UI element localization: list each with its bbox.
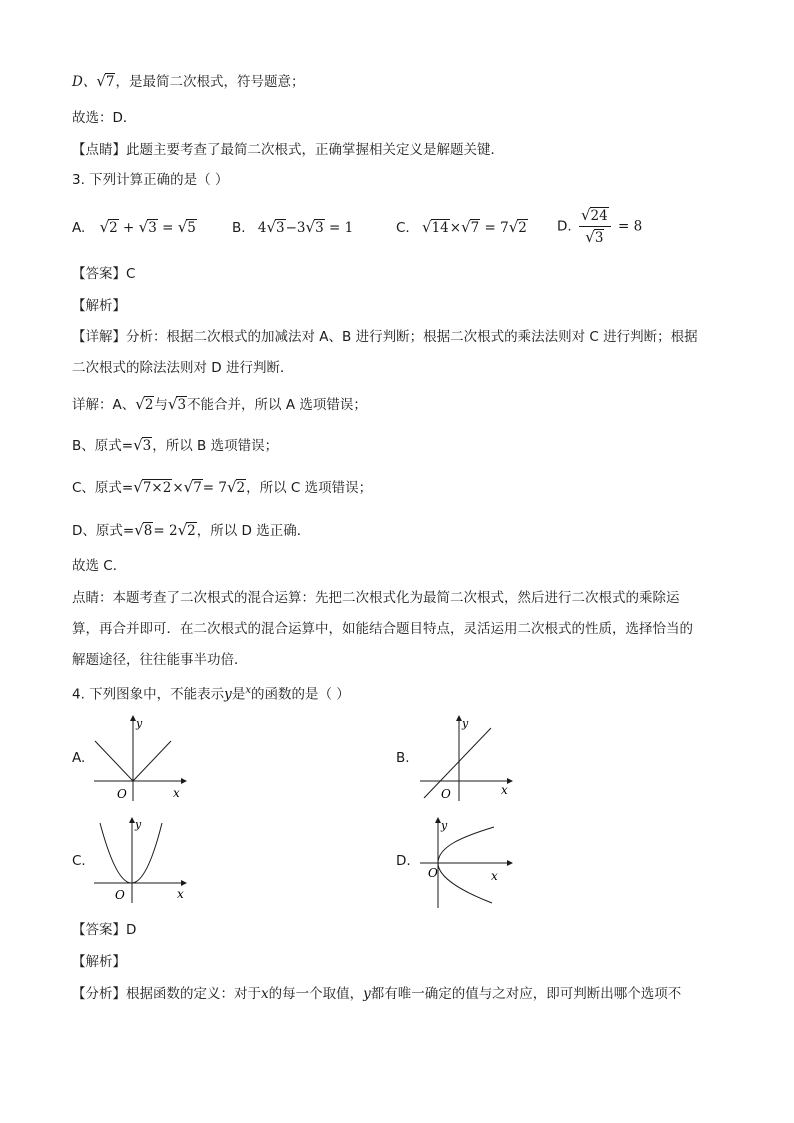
question-4 (72, 681, 350, 705)
numerator: √24 (579, 205, 611, 227)
q3-option-d (557, 205, 642, 248)
sqrt-symbol: √ (133, 436, 143, 454)
axis-x-label: x (491, 869, 498, 883)
operator: −3 (285, 220, 306, 236)
text: C、原式= (72, 480, 134, 496)
fenxi-line (72, 984, 681, 1004)
dianjing-line-3: 解题途径，往往能事半功倍． (72, 652, 248, 668)
text-line-2: 故选：D． (72, 110, 137, 126)
radicand: 3 (177, 397, 187, 413)
sqrt-symbol: √ (99, 218, 110, 236)
radicand: 2 (109, 220, 118, 236)
detail-c (72, 477, 372, 498)
text: 4. 下列图象中，不能表示 (72, 686, 225, 703)
operator: = 2 (153, 523, 178, 539)
operator: × (449, 220, 462, 236)
detail-line-2: 二次根式的除法法则对 D 进行判断． (72, 360, 294, 376)
text: 是 (231, 686, 246, 703)
sqrt-symbol: √ (177, 218, 188, 236)
dianjing-line-2: 算，再合并即可．在二次根式的混合运算中，如能结合题目特点，灵活运用二次根式的性质，选择恰当的 (72, 621, 693, 637)
analysis-tag-2: 【解析】 (72, 954, 126, 970)
dianjing-line-1: 点睛：本题考查了二次根式的混合运算：先把二次根式化为最简二次根式，然后进行二次根式的乘除运 (72, 590, 680, 606)
graph-d-label: D. (396, 853, 411, 869)
radicand: 7 (105, 74, 115, 90)
operator: = 7 (202, 480, 227, 496)
curve-line (424, 728, 491, 798)
answer-value: C (126, 266, 136, 282)
axis-y-label: y (441, 819, 448, 832)
text: ，所以 D 选正确． (196, 523, 311, 539)
text: ，所以 B 选项错误； (152, 438, 279, 454)
radicand: 3 (315, 220, 324, 236)
curve-left (95, 741, 133, 781)
radicand: 3 (148, 220, 157, 236)
answer-value: D (126, 922, 137, 938)
q3-option-c (396, 217, 528, 238)
sqrt-symbol: √ (183, 478, 194, 496)
radicand: 2 (236, 480, 246, 496)
var-y: y (224, 686, 232, 703)
option-label: A. (72, 220, 86, 236)
operator: + (123, 220, 135, 236)
sqrt-symbol: √ (133, 478, 143, 496)
text-line-3 (72, 140, 504, 160)
detail-b (72, 435, 278, 456)
sqrt-symbol: √ (461, 218, 471, 236)
sqrt-symbol: √ (266, 218, 277, 236)
graph-c (90, 815, 190, 905)
sqrt-symbol: √ (226, 478, 237, 496)
axis-x-label: x (177, 887, 184, 901)
origin-label: O (117, 787, 127, 801)
radicand: 7 (193, 480, 202, 496)
radicand: 7 (470, 220, 480, 236)
text: 与 (154, 397, 168, 413)
q3-option-b (232, 217, 353, 238)
radicand: 8 (143, 523, 153, 539)
var-y: y (363, 986, 371, 1002)
tag-detail: 【详解】 (72, 329, 126, 345)
text: ，所以 C 选项错误； (246, 480, 373, 496)
text-line-1 (72, 71, 304, 92)
text: 的函数的是（ ） (250, 686, 350, 703)
coefficient: 4 (257, 220, 267, 236)
radicand: 5 (187, 220, 196, 236)
curve-right (133, 741, 171, 781)
answer-4 (72, 920, 136, 940)
option-d-letter: D、 (72, 74, 97, 90)
var-x: x (245, 685, 251, 696)
result: = 7 (484, 220, 509, 236)
sqrt-symbol: √ (508, 218, 519, 236)
axis-y-label: y (462, 717, 469, 730)
var-x: x (261, 986, 269, 1002)
tag-answer: 【答案】 (72, 922, 126, 938)
origin-label: O (441, 787, 451, 801)
text: D、原式= (72, 523, 135, 539)
radicand: 7×2 (142, 480, 172, 496)
option-label: C. (396, 220, 410, 236)
axis-y-label: y (135, 818, 142, 831)
sqrt-symbol: √ (134, 521, 144, 539)
text: 都有唯一确定的值与之对应，即可判断出哪个选项不 (370, 986, 682, 1002)
sqrt-symbol: √ (138, 218, 149, 236)
radicand: 2 (187, 523, 196, 539)
operator: × (172, 480, 184, 496)
detail-d (72, 520, 310, 541)
axis-x-label: x (501, 783, 508, 797)
q3-option-a (72, 217, 197, 238)
sqrt-symbol: √ (305, 218, 316, 236)
axis-x-label: x (173, 786, 180, 800)
radicand: 2 (144, 397, 154, 413)
radicand: 2 (518, 220, 527, 236)
choose-line: 故选 C． (72, 558, 127, 574)
tag-dianjing: 【点睛】 (72, 142, 126, 158)
radicand: 3 (142, 438, 152, 454)
text: 不能合并，所以 A 选项错误； (187, 397, 367, 413)
sqrt-symbol: √ (96, 72, 106, 90)
sqrt-symbol: √ (167, 395, 178, 413)
radicand: 3 (276, 220, 285, 236)
radicand: 14 (431, 220, 449, 236)
analysis-tag: 【解析】 (72, 298, 126, 314)
graph-a-label: A. (72, 750, 86, 766)
text: 分析：根据二次根式的加减法对 A、B 进行判断；根据二次根式的乘法法则对 C 进行判断；根据 (126, 329, 698, 345)
graph-a (90, 713, 190, 803)
text: 详解：A、 (72, 397, 136, 413)
result: = 8 (618, 218, 643, 235)
tag-answer: 【答案】 (72, 266, 126, 282)
axis-y-label: y (136, 717, 143, 730)
option-label: B. (232, 220, 246, 236)
origin-label: O (428, 866, 438, 880)
fraction (579, 205, 611, 248)
graph-d (416, 815, 516, 910)
operator: = (162, 220, 174, 236)
text: B、原式= (72, 438, 134, 454)
detail-a (72, 394, 367, 415)
question-3: 3. 下列计算正确的是（ ） (72, 172, 229, 188)
text: 此题主要考查了最简二次根式，正确掌握相关定义是解题关键． (126, 142, 504, 158)
graph-b-label: B. (396, 750, 410, 766)
sqrt-symbol: √ (177, 521, 188, 539)
detail-line-1 (72, 327, 698, 347)
text: 根据函数的定义：对于 (126, 986, 261, 1002)
text: ，是最简二次根式，符号题意； (115, 74, 305, 90)
origin-label: O (115, 888, 125, 902)
sqrt-symbol: √ (135, 395, 145, 413)
curve-parabola (100, 823, 162, 883)
curve-sideways-parabola (438, 827, 494, 903)
sqrt-symbol: √ (422, 218, 432, 236)
result: = 1 (328, 220, 354, 236)
denominator: √3 (585, 228, 604, 246)
graph-b (416, 713, 516, 803)
text: 的每一个取值， (268, 986, 364, 1002)
tag-analysis: 【分析】 (72, 986, 126, 1002)
graph-c-label: C. (72, 853, 86, 869)
option-label: D. (557, 218, 572, 235)
answer-3 (72, 264, 135, 284)
